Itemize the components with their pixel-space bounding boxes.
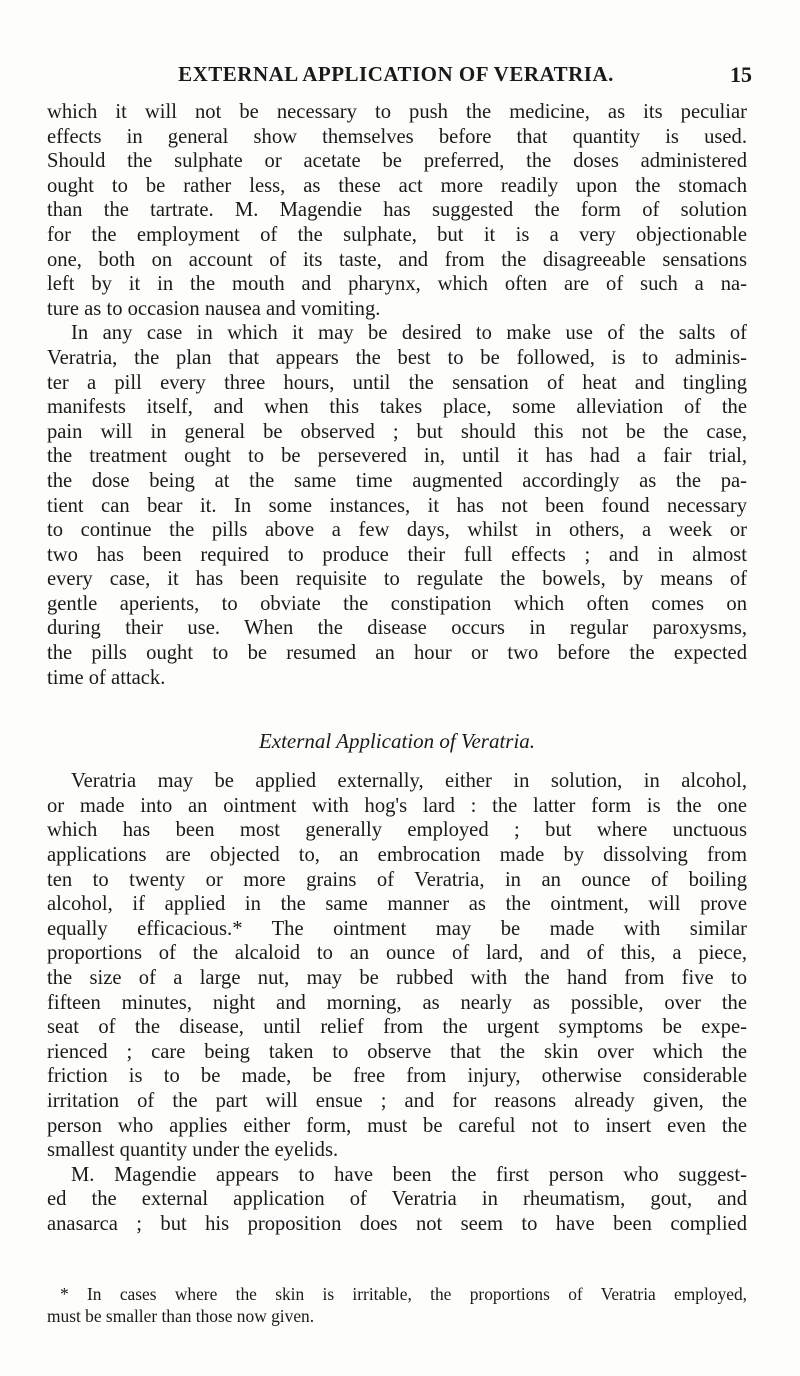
running-head: EXTERNAL APPLICATION OF VERATRIA. xyxy=(178,62,614,86)
text-line: irritation of the part will ensue ; and for reasons already given, the xyxy=(47,1089,747,1112)
text-line: applications are objected to, an embrocation made by dissolving from xyxy=(47,844,747,867)
text-line: two has been required to produce their full effects ; and in almost xyxy=(47,543,747,566)
text-line: person who applies either form, must be careful not to insert even the xyxy=(47,1114,747,1137)
text-line: seat of the disease, until relief from the urgent symptoms be expe- xyxy=(47,1016,747,1039)
text-line: anasarca ; but his proposition does not seem to have been complied xyxy=(47,1212,747,1235)
text-line: left by it in the mouth and pharynx, which often are of such a na- xyxy=(47,273,747,296)
text-line: tient can bear it. In some instances, it has not been found necessary xyxy=(47,494,747,517)
text-line: smallest quantity under the eyelids. xyxy=(47,1139,339,1162)
section-heading: External Application of Veratria. xyxy=(258,729,536,754)
text-line: M. Magendie appears to have been the first person who suggest- xyxy=(71,1163,747,1186)
text-line: pain will in general be observed ; but should this not be the case, xyxy=(47,420,747,443)
text-line: ought to be rather less, as these act more readily upon the stomach xyxy=(47,174,747,197)
page-number: 15 xyxy=(730,62,752,87)
body-text xyxy=(47,100,747,1237)
text-line: In any case in which it may be desired to make use of the salts of xyxy=(71,322,747,345)
text-line: one, both on account of its taste, and from the disagreeable sensations xyxy=(47,248,747,271)
footnote-line: must be smaller than those now given. xyxy=(47,1306,315,1326)
text-line: ed the external application of Veratria in rheumatism, gout, and xyxy=(47,1188,747,1211)
text-line: time of attack. xyxy=(47,666,166,689)
text-line: effects in general show themselves before that quantity is used. xyxy=(47,125,747,148)
text-line: manifests itself, and when this takes place, some alleviation of the xyxy=(47,396,747,419)
text-line: rienced ; care being taken to observe that the skin over which the xyxy=(47,1040,747,1063)
paragraph-1 xyxy=(47,100,747,321)
text-line: ter a pill every three hours, until the sensation of heat and tingling xyxy=(47,371,747,394)
text-line: during their use. When the disease occurs in regular paroxysms, xyxy=(47,617,747,640)
text-line: which it will not be necessary to push the medicine, as its peculiar xyxy=(47,101,747,123)
text-line: alcohol, if applied in the same manner as the ointment, will prove xyxy=(47,893,747,916)
page-header xyxy=(46,62,752,92)
text-line: fifteen minutes, night and morning, as nearly as possible, over the xyxy=(47,991,747,1014)
text-line: Should the sulphate or acetate be preferred, the doses administered xyxy=(47,150,747,173)
text-line: the size of a large nut, may be rubbed with the hand from five to xyxy=(47,967,747,989)
text-line: equally efficacious.* The ointment may be made with similar xyxy=(47,917,747,940)
text-line: friction is to be made, be free from injury, otherwise considerable xyxy=(47,1065,747,1088)
text-line: Veratria, the plan that appears the best to be followed, is to adminis- xyxy=(47,346,747,369)
text-line: the treatment ought to be persevered in, until it has had a fair trial, xyxy=(47,445,747,468)
text-line: Veratria may be applied externally, either in solution, in alcohol, xyxy=(71,770,747,793)
text-line: every case, it has been requisite to regulate the bowels, by means of xyxy=(47,568,747,591)
text-line: than the tartrate. M. Magendie has suggested the form of solution xyxy=(47,199,747,222)
text-line: proportions of the alcaloid to an ounce of lard, and of this, a piece, xyxy=(47,942,747,965)
text-line: for the employment of the sulphate, but it is a very objectionable xyxy=(47,223,747,246)
text-line: to continue the pills above a few days, whilst in others, a week or xyxy=(47,519,747,542)
paragraph-3 xyxy=(47,769,747,1163)
text-line: which has been most generally employed ; but where unctuous xyxy=(47,819,747,842)
text-line: ten to twenty or more grains of Veratria, in an ounce of boiling xyxy=(47,868,747,891)
footnote-line: * In cases where the skin is irritable, the proportions of Veratria employed, xyxy=(60,1284,747,1304)
paragraph-2 xyxy=(47,321,747,690)
footnote xyxy=(47,1283,747,1327)
text-line: ture as to occasion nausea and vomiting. xyxy=(47,297,381,320)
text-line: the dose being at the same time augmented accordingly as the pa- xyxy=(47,469,747,492)
text-line: or made into an ointment with hog's lard : the latter form is the one xyxy=(47,794,747,817)
paragraph-4 xyxy=(47,1163,747,1237)
text-line: gentle aperients, to obviate the constipation which often comes on xyxy=(47,592,747,615)
text-line: the pills ought to be resumed an hour or two before the expected xyxy=(47,642,747,665)
